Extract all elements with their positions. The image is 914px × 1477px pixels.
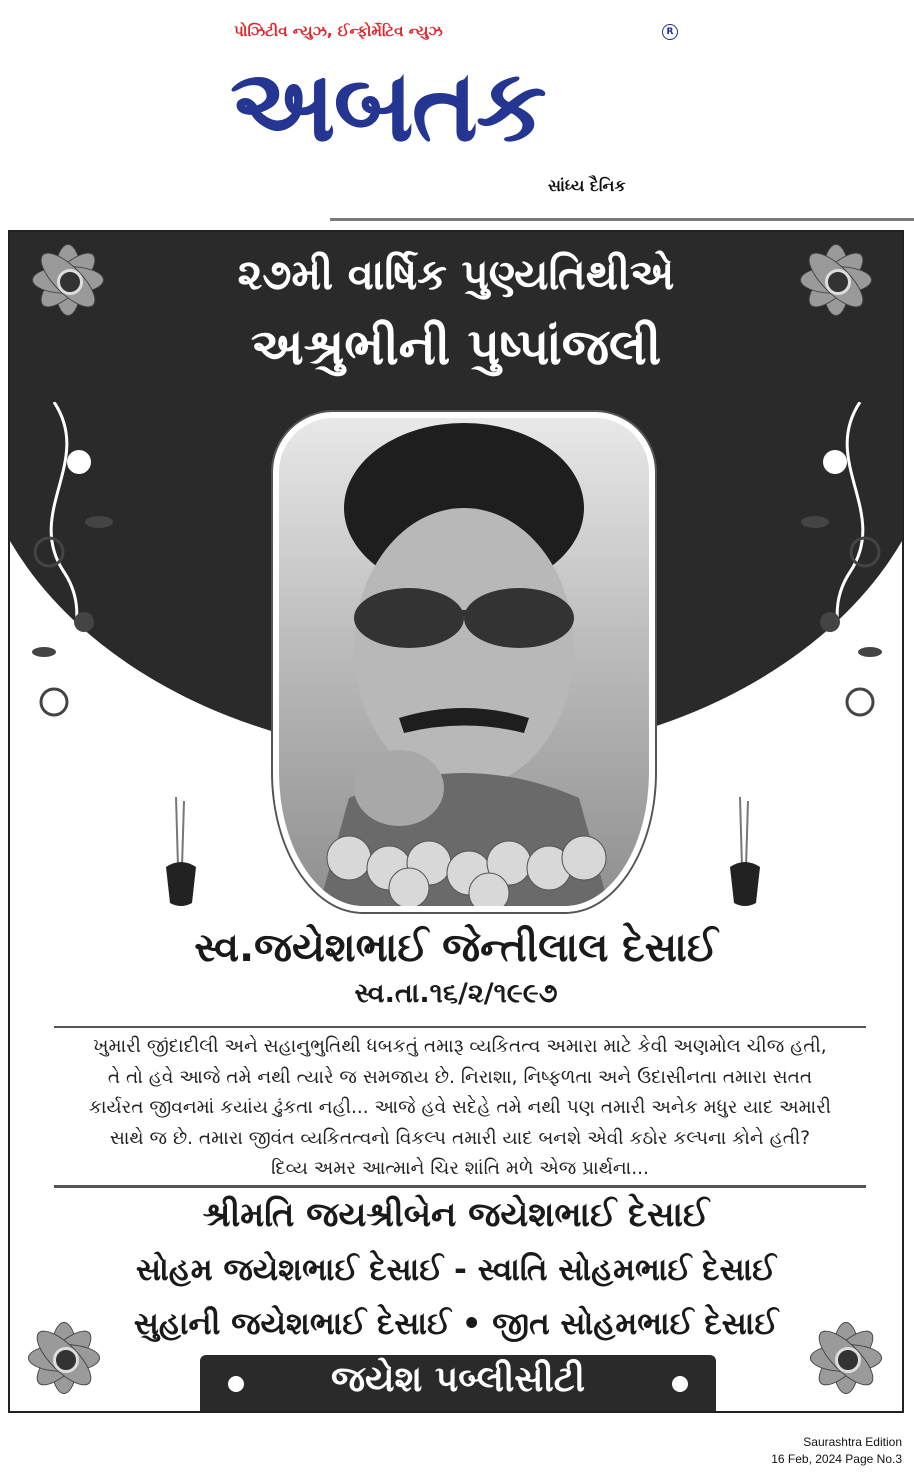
- edition-name: Saurashtra Edition: [803, 1435, 902, 1449]
- incense-stick-icon: [722, 797, 768, 907]
- message-line: તે તો હવે આજે તમે નથી ત્યારે જ સમજાય છે. નિરાશા, નિષ્ફળતા અને ઉદાસીનતા તમારા સતત: [107, 1066, 813, 1088]
- floral-vine-right-icon: [780, 402, 890, 782]
- edition-info: [771, 1434, 902, 1468]
- message-line: કાર્યરત જીવનમાં કયાંય ઢુંકતા નહી... આજે હવે સદેહે તમે નથી પણ તમારી અનેક મધુર યાદ અમારી: [88, 1097, 832, 1118]
- divider: [54, 1185, 866, 1188]
- deceased-portrait-photo: [273, 412, 655, 912]
- edition-date-page: 16 Feb, 2024 Page No.3: [771, 1452, 902, 1466]
- newspaper-logo: અબતક: [230, 47, 545, 164]
- publisher-name: જયેશ પબ્લીસીટી: [331, 1359, 585, 1400]
- death-date: સ્વ.તા.૧૬/૨/૧૯૯૭: [354, 978, 558, 1009]
- message-line: સાથે જ છે. તમારા જીવંત વ્યકિતત્વનો વિકલ્પ તમારી યાદ બનશે એવી કઠોર કલ્પના કોને હતી?: [109, 1127, 811, 1149]
- masthead: [0, 0, 914, 220]
- deceased-name: સ્વ.જયેશભાઈ જેન્તીલાલ દેસાઈ: [194, 925, 718, 971]
- masthead-tagline: પોઝિટીવ ન્યુઝ, ઈન્ફોર્મેટિવ ન્યુઝ: [234, 22, 443, 40]
- masthead-divider: [330, 218, 914, 221]
- tribute-message: [60, 1032, 860, 1185]
- bullet-icon: [672, 1376, 688, 1392]
- incense-stick-icon: [158, 797, 204, 907]
- family-member-line: સોહમ જયેશભાઈ દેસાઈ - સ્વાતિ સોહમભાઈ દેસાઈ: [135, 1252, 777, 1288]
- floral-vine-left-icon: [24, 402, 134, 782]
- publisher-band: [200, 1355, 716, 1411]
- tribute-heading: અશ્રુભીની પુષ્પાંજલી: [250, 318, 662, 376]
- corner-flower-icon: [32, 244, 102, 314]
- family-member-line: શ્રીમતિ જયશ્રીબેન જયેશભાઈ દેસાઈ: [202, 1195, 710, 1235]
- message-line: દિવ્ય અમર આત્માને ચિર શાંતિ મળે એજ પ્રાર્થના...: [271, 1158, 649, 1179]
- anniversary-heading: ૨૭મી વાર્ષિક પુણ્યતિથીએ: [237, 250, 675, 299]
- family-member-line: સુહાની જયેશભાઈ દેસાઈ • જીત સોહમભાઈ દેસાઈ: [133, 1306, 779, 1342]
- registered-mark-icon: R: [662, 24, 678, 40]
- corner-flower-icon: [800, 244, 870, 314]
- obituary-advertisement: [8, 230, 904, 1413]
- message-line: ખુમારી જીંદાદીલી અને સહાનુભુતિથી ધબકતું તમારૂ વ્યકિતત્વ અમારા માટે કેવી અણમોલ ચીજ હતી,: [93, 1036, 827, 1057]
- newspaper-subtitle: સાંધ્ય દૈનિક: [548, 176, 626, 195]
- divider: [54, 1026, 866, 1028]
